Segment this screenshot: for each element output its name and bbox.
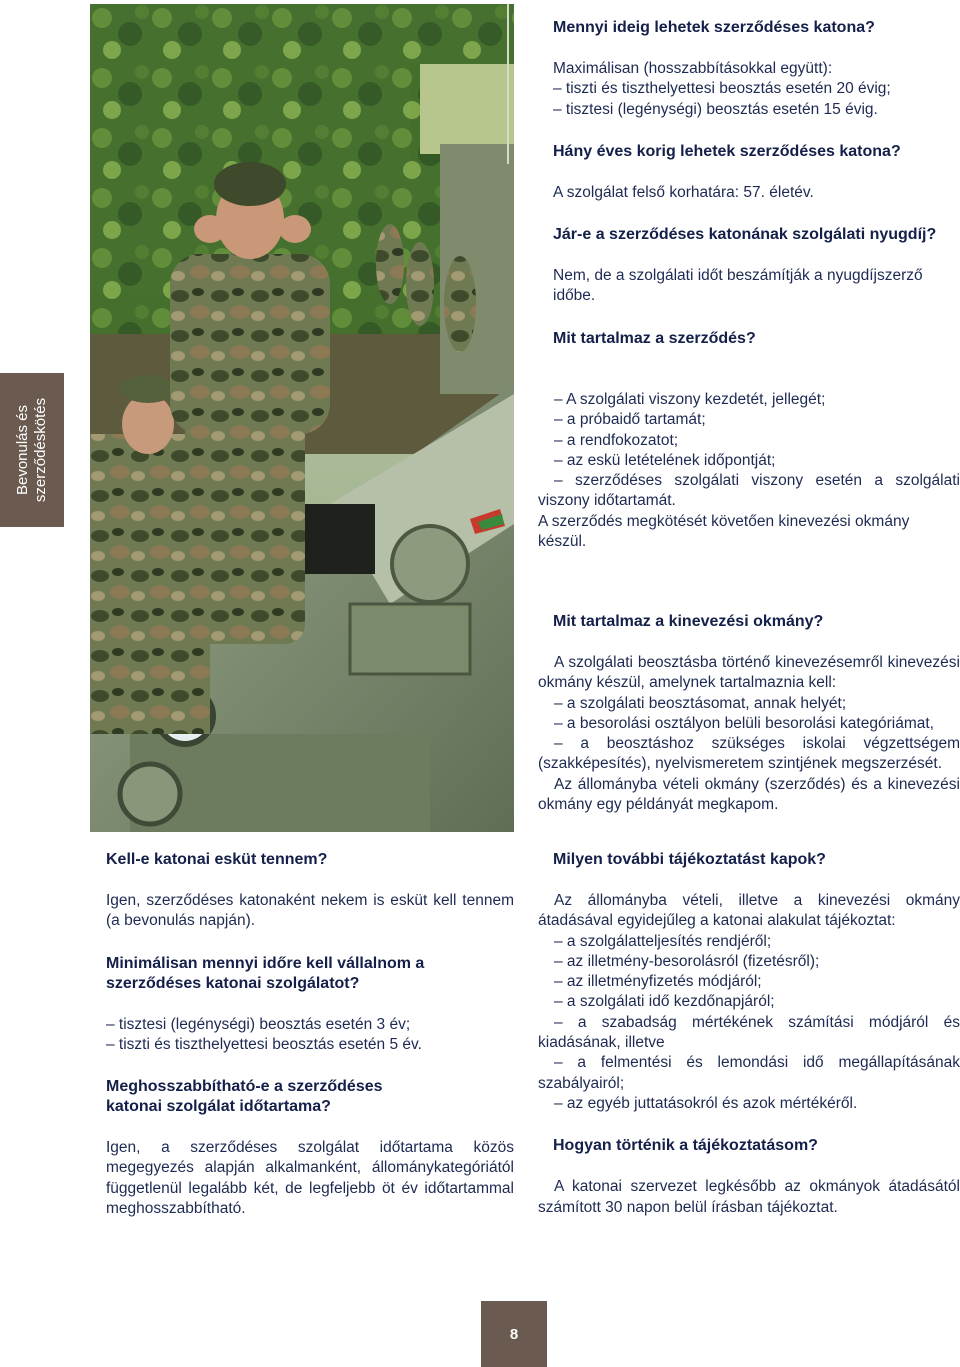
list-item: – a szolgálatteljesítés rendjéről; bbox=[554, 932, 772, 950]
answer-line: – tisztesi (legénységi) beosztás esetén 15 évig. bbox=[553, 100, 878, 118]
list-item: – A szolgálati viszony kezdetét, jellegét; bbox=[554, 391, 826, 408]
question-further-info: Milyen további tájékoztatást kapok? bbox=[553, 851, 826, 868]
answer-extension: Igen, a szerződéses szolgálat időtartama közös megegyezés alapján alkalmanként, állománykategóriától függetlenül legalább két, de legfeljebb öt év időtartammal meghosszabbítható. bbox=[106, 1139, 514, 1218]
list-item: – a szabadság mértékének számítási módjáról és kiadásának, illetve bbox=[538, 1013, 960, 1052]
appointment-outro: Az állományba vételi okmány (szerződés) és a kinevezési okmány egy példányát megkapom. bbox=[538, 775, 960, 814]
contract-note: A szerződés megkötését követően kinevezési okmány készül. bbox=[538, 512, 910, 551]
soldiers-photo bbox=[90, 4, 514, 832]
answer-line: – tiszti és tiszthelyettesi beosztás esetén 5 év. bbox=[106, 1035, 422, 1053]
question-age-limit: Hány éves korig lehetek szerződéses katona? bbox=[553, 142, 901, 160]
list-item: – az illetményfizetés módjáról; bbox=[554, 973, 762, 991]
question-extension: Meghosszabbítható-e a szerződéses katonai szolgálat időtartama? bbox=[106, 1078, 383, 1116]
answer-line: – tiszti és tiszthelyettesi beosztás esetén 20 évig; bbox=[553, 80, 891, 98]
question-contract-contents: Mit tartalmaz a szerződés? bbox=[553, 329, 756, 347]
answer-line: Maximálisan (hosszabbításokkal együtt): bbox=[553, 60, 833, 77]
list-item: – az egyéb juttatásokról és azok mértékéről. bbox=[554, 1094, 858, 1112]
list-item: – az illetmény-besorolásról (fizetésről); bbox=[554, 952, 820, 970]
question-pension: Jár-e a szerződéses katonának szolgálati nyugdíj? bbox=[553, 226, 937, 244]
list-item: – a beosztáshoz szükséges iskolai végzettségem (szakképesítés), nyelvismeretem szintjének megszerzését. bbox=[538, 735, 960, 773]
faq-right-bottom bbox=[538, 850, 960, 1218]
section-tab-label bbox=[14, 398, 50, 502]
soldiers-photo-illustration bbox=[90, 4, 514, 832]
answer-oath: Igen, szerződéses katonaként nekem is esküt kell tennem (a bevonulás napján). bbox=[106, 892, 514, 930]
list-item: – a szolgálati beosztásomat, annak helyét; bbox=[554, 694, 847, 712]
answer-intro: Az állományba vételi, illetve a kinevezési okmány átadásával egyidejűleg a katonai alakulat tájékoztat: bbox=[538, 892, 960, 930]
contract-contents-list bbox=[538, 390, 960, 552]
list-item: – az eskü letételének időpontját; bbox=[554, 451, 776, 469]
question-how-informed: Hogyan történik a tájékoztatásom? bbox=[553, 1137, 818, 1155]
question-appointment: Mit tartalmaz a kinevezési okmány? bbox=[553, 613, 824, 630]
list-item: – szerződéses szolgálati viszony esetén a szolgálati viszony időtartamát. bbox=[538, 472, 960, 510]
list-item: – a felmentési és lemondási idő megállapításának szabályairól; bbox=[538, 1054, 960, 1092]
answer-pension: Nem, de a szolgálati időt beszámítják a nyugdíjszerző időbe. bbox=[553, 267, 923, 305]
page-number: 8 bbox=[481, 1301, 547, 1367]
list-item: – a besorolási osztályon belüli besorolási kategóriámat, bbox=[554, 714, 934, 732]
question-oath: Kell-e katonai esküt tennem? bbox=[106, 851, 328, 868]
appointment-section bbox=[538, 612, 960, 815]
answer-line: – tisztesi (legénységi) beosztás esetén 3 év; bbox=[106, 1015, 411, 1033]
list-item: – a szolgálati idő kezdőnapjáról; bbox=[554, 993, 775, 1011]
section-tab-line1: Bevonulás és bbox=[14, 404, 31, 496]
faq-right-top bbox=[553, 18, 960, 349]
question-contract-duration: Mennyi ideig lehetek szerződéses katona? bbox=[553, 19, 875, 36]
question-minimum-term: Minimálisan mennyi időre kell vállalnom a szerződéses katonai szolgálatot? bbox=[106, 954, 425, 992]
section-tab bbox=[0, 373, 64, 527]
answer-age-limit: A szolgálat felső korhatára: 57. életév. bbox=[553, 183, 814, 201]
list-item: – a rendfokozatot; bbox=[554, 431, 679, 449]
appointment-intro: A szolgálati beosztásba történő kinevezésemről kinevezési okmány készül, amelynek tartalmaznia kell: bbox=[538, 654, 960, 692]
section-tab-line2: szerződéskötés bbox=[32, 397, 49, 503]
faq-left-bottom bbox=[106, 850, 514, 1219]
answer-how-informed: A katonai szervezet legkésőbb az okmányok átadásától számított 30 napon belül írásban tájékoztat. bbox=[538, 1178, 960, 1216]
list-item: – a próbaidő tartamát; bbox=[554, 411, 706, 429]
